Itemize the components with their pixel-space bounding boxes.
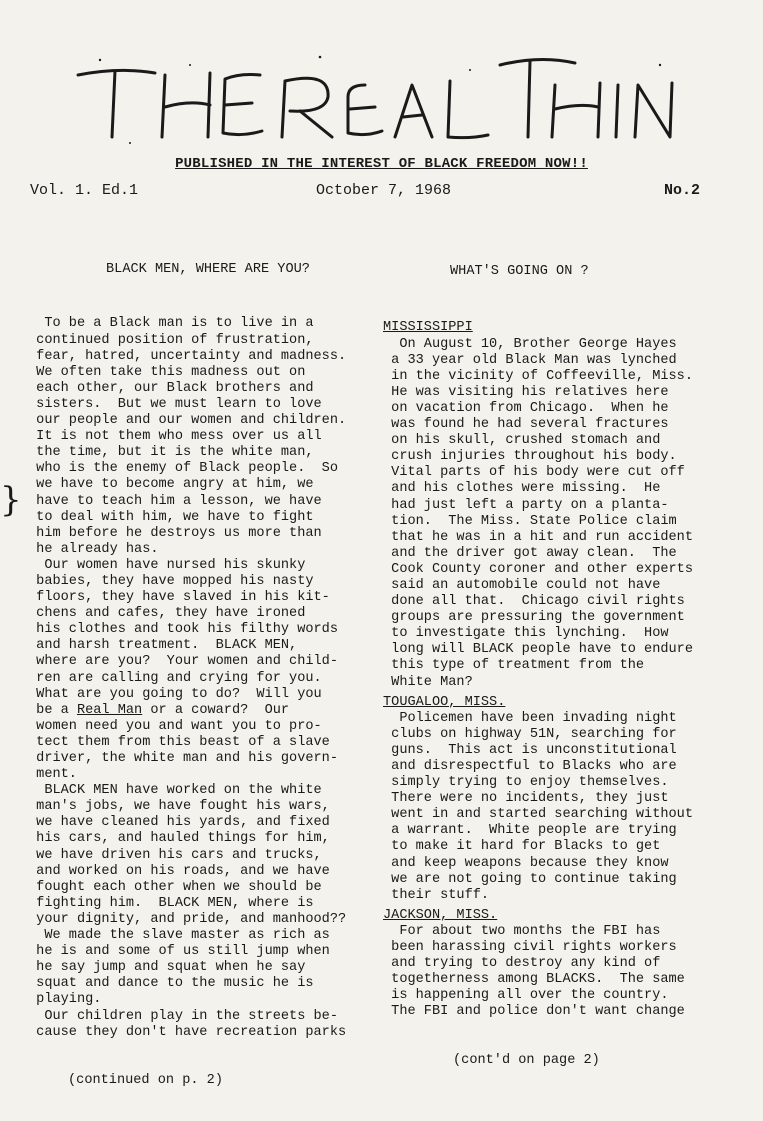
left-article-line: To be a Black man is to live in a	[28, 316, 314, 332]
right-article-continued: (cont'd on page 2)	[453, 1052, 600, 1068]
left-article-line: We made the slave master as rich as	[28, 928, 330, 944]
right-article-title: WHAT'S GOING ON ?	[450, 264, 589, 280]
left-article-line: Our women have nursed his skunky	[28, 557, 306, 573]
left-article-line: he is and some of us still jump when	[28, 944, 330, 960]
right-article-line: on his skull, crushed stomach and	[383, 433, 661, 449]
right-article-line: groups are pressuring the government	[383, 610, 685, 626]
section-heading: JACKSON, MISS.	[383, 907, 498, 923]
masthead-hand-lettering	[70, 45, 690, 150]
right-article-line: long will BLACK people have to endure	[383, 642, 693, 658]
left-article-line: have to teach him a lesson, we have	[28, 493, 322, 509]
left-article-line: his cars, and hauled things for him,	[28, 831, 330, 847]
left-article-line: the time, but it is the white man,	[28, 445, 314, 461]
left-article-line: fighting him. BLACK MEN, where is	[28, 895, 314, 911]
left-article-line: Our children play in the streets be-	[28, 1008, 338, 1024]
left-article-line: him before he destroys us more than	[28, 525, 322, 541]
section-heading: TOUGALOO, MISS.	[383, 694, 506, 710]
left-article-line: playing.	[28, 992, 102, 1008]
right-article-line: togetherness among BLACKS. The same	[383, 972, 685, 988]
right-article-line: and keep weapons because they know	[383, 855, 669, 871]
left-article-line: your dignity, and pride, and manhood??	[28, 911, 347, 927]
left-article-line: to deal with him, we have to fight	[28, 509, 314, 525]
right-article-line: He was visiting his relatives here	[383, 384, 669, 400]
right-article-line: simply trying to enjoy themselves.	[383, 775, 669, 791]
left-article-line: cause they don't have recreation parks	[28, 1024, 347, 1040]
right-article-line: done all that. Chicago civil rights	[383, 594, 685, 610]
right-article-line: that he was in a hit and run accident	[383, 529, 693, 545]
right-article-line: was found he had several fractures	[383, 417, 669, 433]
right-article-line: had just left a party on a planta-	[383, 497, 669, 513]
left-article-line: he say jump and squat when he say	[28, 960, 306, 976]
left-article-line: his clothes and took his filthy words	[28, 622, 338, 638]
right-article-line: is happening all over the country.	[383, 988, 669, 1004]
right-article-line: and his clothes were missing. He	[383, 481, 661, 497]
right-article-line: on vacation from Chicago. When he	[383, 400, 669, 416]
right-article-line: went in and started searching without	[383, 807, 693, 823]
left-article-line: and harsh treatment. BLACK MEN,	[28, 638, 298, 654]
left-article-line: we have driven his cars and trucks,	[28, 847, 322, 863]
left-article-line: BLACK MEN have worked on the white	[28, 783, 322, 799]
right-article-line: Vital parts of his body were cut off	[383, 465, 685, 481]
right-article-line: we are not going to continue taking	[383, 871, 677, 887]
issue-volume: Vol. 1. Ed.1	[30, 182, 139, 199]
right-article-line: guns. This act is unconstitutional	[383, 742, 677, 758]
left-article-line: man's jobs, we have fought his wars,	[28, 799, 330, 815]
right-article-line: tion. The Miss. State Police claim	[383, 513, 677, 529]
right-article-line: There were no incidents, they just	[383, 791, 669, 807]
right-article	[383, 232, 733, 1101]
left-article-line: driver, the white man and his govern-	[28, 751, 338, 766]
left-article-line: squat and dance to the music he is	[28, 976, 314, 992]
right-article-line: For about two months the FBI has	[383, 923, 661, 939]
left-article-line: be a Real Man or a coward? Our	[28, 702, 290, 718]
right-article-body	[383, 320, 733, 1020]
left-article-line: fear, hatred, uncertainty and madness.	[28, 348, 347, 364]
left-article	[28, 230, 378, 1121]
masthead-logo	[70, 45, 690, 150]
right-article-line: The FBI and police don't want change	[383, 1004, 685, 1020]
left-article-line: who is the enemy of Black people. So	[28, 461, 338, 477]
right-article-line: in the vicinity of Coffeeville, Miss.	[383, 368, 693, 384]
left-article-line: It is not them who mess over us all	[28, 429, 322, 445]
right-article-line: and disrespectful to Blacks who are	[383, 759, 677, 774]
right-article-line: clubs on highway 51N, searching for	[383, 726, 677, 742]
issue-number: No.2	[664, 182, 701, 199]
left-article-line: tect them from this beast of a slave	[28, 734, 330, 750]
section-heading: MISSISSIPPI	[383, 320, 473, 336]
right-article-line: their stuff.	[383, 887, 490, 903]
left-article-line: ment.	[28, 767, 77, 783]
right-article-line: and the driver got away clean. The	[383, 545, 677, 561]
left-article-line: each other, our Black brothers and	[28, 380, 314, 396]
left-article-line: ren are calling and crying for you.	[28, 670, 322, 686]
left-article-body	[28, 316, 378, 1040]
right-article-line: crush injuries throughout his body.	[383, 449, 677, 465]
right-article-line: a warrant. White people are trying	[383, 823, 677, 839]
left-article-line: babies, they have mopped his nasty	[28, 573, 314, 589]
right-article-line: White Man?	[383, 674, 473, 690]
right-article-line: this type of treatment from the	[383, 658, 645, 674]
right-article-line: to investigate this lynching. How	[383, 626, 669, 642]
right-article-line: Cook County coroner and other experts	[383, 561, 693, 577]
right-article-line: been harassing civil rights workers	[383, 940, 677, 956]
left-article-line: sisters. But we must learn to love	[28, 396, 322, 412]
left-article-line: where are you? Your women and child-	[28, 654, 338, 670]
right-article-line: and trying to destroy any kind of	[383, 956, 661, 972]
left-article-continued: (continued on p. 2)	[68, 1072, 223, 1088]
real-man-underlined: Real Man	[76, 702, 143, 718]
left-article-line: we have to become angry at him, we	[28, 477, 314, 493]
left-article-line: women need you and want you to pro-	[28, 718, 322, 734]
left-article-line: he already has.	[28, 541, 159, 557]
right-article-line: said an automobile could not have	[383, 577, 661, 593]
left-article-line: we have cleaned his yards, and fixed	[28, 815, 330, 831]
left-article-line: fought each other when we should be	[28, 879, 322, 895]
left-article-title: BLACK MEN, WHERE ARE YOU?	[106, 262, 310, 278]
left-article-line: our people and our women and children.	[28, 413, 347, 429]
left-article-line: chens and cafes, they have ironed	[28, 606, 306, 622]
right-article-line: to make it hard for Blacks to get	[383, 839, 661, 855]
real-man-line-rest: or a coward? Our	[142, 702, 290, 718]
issue-date: October 7, 1968	[316, 182, 452, 199]
right-article-line: a 33 year old Black Man was lynched	[383, 352, 677, 368]
left-article-line: continued position of frustration,	[28, 332, 314, 348]
left-article-line: and worked on his roads, and we have	[28, 863, 330, 879]
right-article-line: On August 10, Brother George Hayes	[383, 336, 677, 352]
right-article-line: Policemen have been invading night	[383, 710, 677, 726]
left-article-line: floors, they have slaved in his kit-	[28, 590, 330, 606]
left-article-line: What are you going to do? Will you	[28, 686, 322, 702]
masthead-subtitle: PUBLISHED IN THE INTEREST OF BLACK FREEDOM NOW!!	[175, 156, 588, 172]
margin-bracket-mark: }	[0, 480, 22, 520]
left-article-line: We often take this madness out on	[28, 364, 306, 380]
